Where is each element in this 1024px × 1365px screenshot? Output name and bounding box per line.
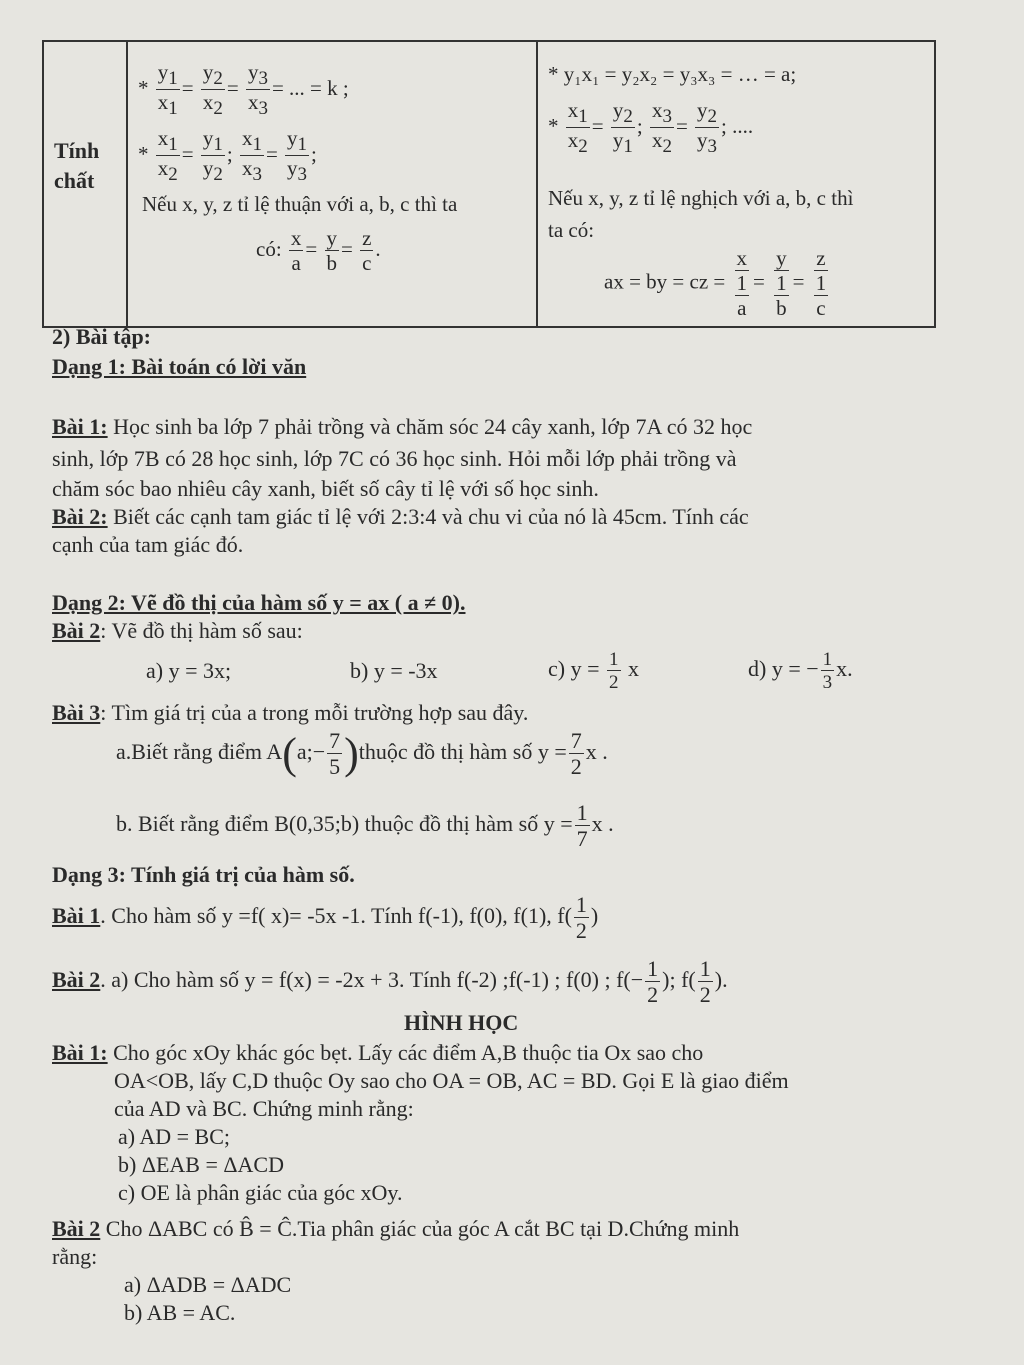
geometry-bai1-label: Bài 1: xyxy=(52,1040,108,1065)
dang2-bai3a-prefix: a.Biết rằng điểm A xyxy=(116,739,283,765)
dang2-bai3a-inner: a;− xyxy=(296,739,326,765)
inverse-prop-line4: ta có: xyxy=(548,218,595,242)
dang2-bai3b-end: x . xyxy=(591,811,614,837)
geometry-bai2-label: Bài 2 xyxy=(52,1216,101,1241)
dang1-bai1-text1: Học sinh ba lớp 7 phải trồng và chăm sóc 24 cây xanh, lớp 7A có 32 học xyxy=(113,414,753,439)
dang2-bai3-text: : Tìm giá trị của a trong mỗi trường hợp sau đây. xyxy=(100,700,529,725)
dang2-item-c-suffix: x xyxy=(628,656,639,682)
row-header: Tính chất xyxy=(54,138,100,193)
dang3-bai1: Bài 1. Cho hàm số y =f( x)= -5x -1. Tính f(-1), f(0), f(1), f( $\frac{1}{2}$ ) xyxy=(52,892,599,943)
geometry-bai1-line2: OA<OB, lấy C,D thuộc Oy sao cho OA = OB, AC = BD. Gọi E là giao điểm xyxy=(114,1068,789,1093)
row-header-cell xyxy=(43,41,127,327)
inverse-prop-line2: * $\frac{x_1}{x_2}$ = $\frac{y_2}{y_1}$ ; $\frac{x_3}{x_2}$ = $\frac{y_2}{y_3}$ ; .... xyxy=(548,98,754,158)
geometry-bai2-b: b) AB = AC. xyxy=(124,1300,236,1325)
dang2-item-d-suffix: x. xyxy=(836,656,853,682)
dang1-bai1-line3: chăm sóc bao nhiêu cây xanh, biết số cây tỉ lệ với số học sinh. xyxy=(52,476,599,501)
geometry-bai2-line1 xyxy=(52,1216,739,1242)
geometry-bai1-line1 xyxy=(52,1040,703,1066)
geometry-bai1-c: c) OE là phân giác của góc xOy. xyxy=(118,1180,403,1205)
geometry-bai1-b: b) ΔEAB = ΔACD xyxy=(118,1152,284,1177)
dang2-item-d: d) y = − $\frac{1}{3}$ x. xyxy=(748,649,853,693)
dang3-bai2-label: Bài 2 xyxy=(52,967,101,993)
dang2-item-c-prefix: c) y = xyxy=(548,656,600,682)
inverse-proportion-cell xyxy=(537,41,935,327)
dang2-item-d-prefix: d) y = − xyxy=(748,656,819,682)
inverse-prop-line5: ax = by = cz = $\frac{x}{\frac{1}{a}}$ = $\frac{y}{\frac{1}{b}}$ = $\frac{z}{\frac{1}{c}}$ xyxy=(604,246,827,320)
direct-prop-line3: Nếu x, y, z tỉ lệ thuận với a, b, c thì ta xyxy=(142,192,458,216)
dang2-bai3b-prefix: b. Biết rằng điểm B(0,35;b) thuộc đồ thị hàm số y = xyxy=(116,811,573,837)
dang3-bai2-text: . a) Cho hàm số y = f(x) = -2x + 3. Tính f(-2) ;f(-1) ; f(0) ; f(− xyxy=(100,967,644,993)
inverse-prop-line3: Nếu x, y, z tỉ lệ nghịch với a, b, c thì xyxy=(548,186,854,210)
geometry-title: HÌNH HỌC xyxy=(404,1010,519,1035)
dang2-bai2-text: : Vẽ đồ thị hàm số sau: xyxy=(100,618,303,643)
dang2-title: Dạng 2: Vẽ đồ thị của hàm số y = ax ( a ≠ 0). xyxy=(52,590,466,615)
dang1-title: Dạng 1: Bài toán có lời văn xyxy=(52,354,307,379)
dang2-item-a: a) y = 3x; xyxy=(146,658,232,683)
dang2-item-c: c) y = $\frac{1}{2}$ x xyxy=(548,649,639,693)
geometry-bai1-a: a) AD = BC; xyxy=(118,1124,231,1149)
inverse-prop-prefix: ax = by = cz = xyxy=(604,269,726,294)
dang2-bai3a-mid: thuộc đồ thị hàm số y = xyxy=(358,739,567,765)
dang3-bai1-text: . Cho hàm số y =f( x)= -5x -1. Tính f(-1), f(0), f(1), f( xyxy=(100,903,572,929)
dang1-bai1-line2: sinh, lớp 7B có 28 học sinh, lớp 7C có 36 học sinh. Hỏi mỗi lớp phải trồng và xyxy=(52,446,737,471)
exercises-heading: 2) Bài tập: xyxy=(52,324,151,349)
dang1-bai1-line1 xyxy=(52,414,752,440)
properties-table xyxy=(42,40,936,328)
dang2-bai2 xyxy=(52,618,303,644)
geometry-bai2-a: a) ΔADB = ΔADC xyxy=(124,1272,292,1297)
dang2-bai2-label: Bài 2 xyxy=(52,618,101,643)
inverse-prop-line1: * y₁x₁ = y₂x₂ = y₃x₃ = … = a; xyxy=(548,62,797,86)
dang2-bai3b: b. Biết rằng điểm B(0,35;b) thuộc đồ thị hàm số y = $\frac{1}{7}$ x . xyxy=(116,800,614,851)
direct-prop-line1: * $\frac{y_1}{x_1}$ = $\frac{y_2}{x_2}$ = $\frac{y_3}{x_3}$ = ... = k ; xyxy=(138,60,349,120)
dang1-bai2-line1 xyxy=(52,504,749,530)
geometry-bai1-text1: Cho góc xOy khác góc bẹt. Lấy các điểm A,B thuộc tia Ox sao cho xyxy=(113,1040,704,1065)
dang3-bai2-mid: ); f( xyxy=(662,967,696,993)
dang2-bai3a: a.Biết rằng điểm A(a;− $\frac{7}{5}$ )thuộc đồ thị hàm số y = $\frac{7}{2}$ x . xyxy=(116,728,608,779)
dang3-bai2-end: ). xyxy=(714,967,728,993)
dang2-bai3a-end: x . xyxy=(585,739,608,765)
geometry-bai2-line2: rằng: xyxy=(52,1244,98,1269)
dang3-bai2: Bài 2. a) Cho hàm số y = f(x) = -2x + 3. Tính f(-2) ;f(-1) ; f(0) ; f(− $\frac{1}{2}$ ); f( $\frac{1}{2}$ ). xyxy=(52,956,728,1007)
direct-proportion-cell xyxy=(127,41,537,327)
dang3-bai1-label: Bài 1 xyxy=(52,903,101,929)
dang2-item-b: b) y = -3x xyxy=(350,658,438,683)
direct-prop-prefix: có: xyxy=(256,236,282,261)
dang1-bai2-line2: cạnh của tam giác đó. xyxy=(52,532,244,557)
direct-prop-line4: có: $\frac{x}{a}$ = $\frac{y}{b}$ = $\frac{z}{c}$ . xyxy=(256,226,381,275)
geometry-bai2-text1: Cho ΔABC có B̂ = Ĉ.Tia phân giác của góc A cắt BC tại D.Chứng minh xyxy=(105,1216,740,1241)
direct-prop-line2: * $\frac{x_1}{x_2}$ = $\frac{y_1}{y_2}$ ; $\frac{x_1}{x_3}$ = $\frac{y_1}{y_3}$ ; xyxy=(138,126,317,186)
geometry-bai1-line3: của AD và BC. Chứng minh rằng: xyxy=(114,1096,414,1121)
dang3-bai1-end: ) xyxy=(590,903,599,929)
dang2-bai3-label: Bài 3 xyxy=(52,700,101,725)
dang1-bai2-label: Bài 2: xyxy=(52,504,108,529)
dang3-title: Dạng 3: Tính giá trị của hàm số. xyxy=(52,862,355,887)
dang1-bai2-text1: Biết các cạnh tam giác tỉ lệ với 2:3:4 và chu vi của nó là 45cm. Tính các xyxy=(113,504,749,529)
dang1-bai1-label: Bài 1: xyxy=(52,414,108,439)
dang2-bai3 xyxy=(52,700,528,726)
